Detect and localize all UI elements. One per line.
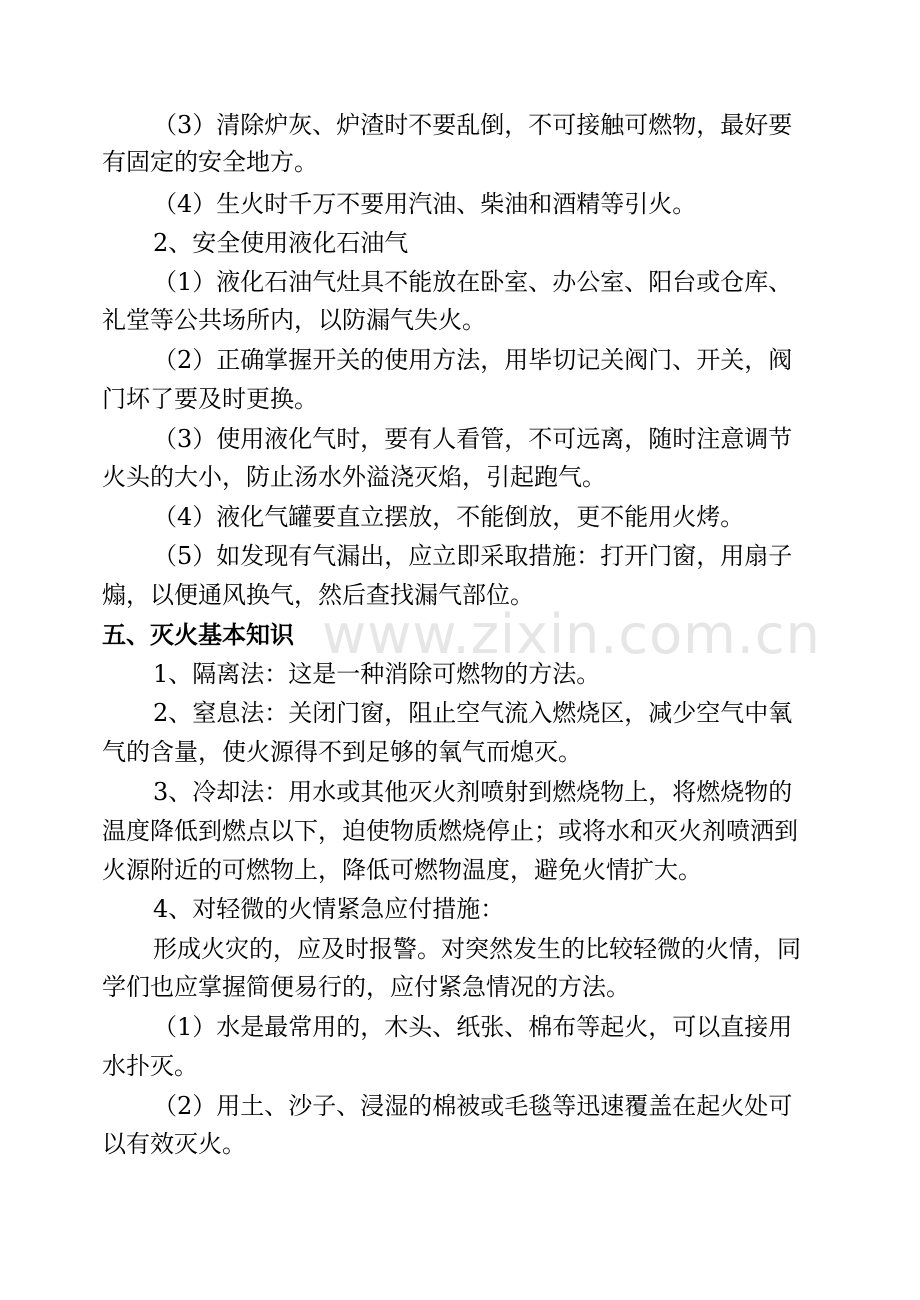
paragraph-line: 形成火灾的，应及时报警。对突然发生的比较轻微的火情，同 [153, 935, 801, 963]
paragraph-line: 气的含量，使火源得不到足够的氧气而熄灭。 [102, 738, 582, 766]
paragraph-line: 火头的大小，防止汤水外溢浇灭焰，引起跑气。 [102, 463, 606, 491]
paragraph-line: （3）使用液化气时，要有人看管，不可远离，随时注意调节 [153, 425, 793, 453]
paragraph-line: 4、对轻微的火情紧急应付措施： [153, 895, 505, 923]
paragraph-line: 2、安全使用液化石油气 [153, 229, 409, 257]
paragraph-line: （1）液化石油气灶具不能放在卧室、办公室、阳台或仓库、 [153, 268, 793, 296]
paragraph-line: 3、冷却法：用水或其他灭火剂喷射到燃烧物上，将燃烧物的 [153, 778, 793, 806]
paragraph-line: 门坏了要及时更换。 [102, 385, 318, 413]
paragraph-line: 水扑灭。 [102, 1052, 198, 1080]
section-heading: 五、灭火基本知识 [102, 620, 294, 649]
paragraph-line: 有固定的安全地方。 [102, 148, 318, 176]
paragraph-line: 礼堂等公共场所内，以防漏气失火。 [102, 306, 486, 334]
watermark: www.zixin.com.cn [322, 603, 821, 666]
paragraph-line: （2）正确掌握开关的使用方法，用毕切记关阀门、开关，阀 [153, 346, 793, 374]
paragraph-line: （5）如发现有气漏出，应立即采取措施：打开门窗，用扇子 [153, 542, 793, 570]
paragraph-line: （1）水是最常用的，木头、纸张、棉布等起火，可以直接用 [153, 1013, 793, 1041]
paragraph-line: 学们也应掌握简便易行的，应付紧急情况的方法。 [102, 973, 630, 1001]
paragraph-line: 温度降低到燃点以下，迫使物质燃烧停止；或将水和灭火剂喷洒到 [102, 817, 798, 845]
paragraph-line: （4）生火时千万不要用汽油、柴油和酒精等引火。 [153, 190, 697, 218]
paragraph-line: 火源附近的可燃物上，降低可燃物温度，避免火情扩大。 [102, 856, 702, 884]
paragraph-line: （3）清除炉灰、炉渣时不要乱倒，不可接触可燃物，最好要 [153, 111, 793, 139]
paragraph-line: （4）液化气罐要直立摆放，不能倒放，更不能用火烤。 [153, 503, 745, 531]
paragraph-line: 以有效灭火。 [102, 1130, 246, 1158]
paragraph-line: 1、隔离法：这是一种消除可燃物的方法。 [153, 660, 601, 688]
paragraph-line: （2）用土、沙子、浸湿的棉被或毛毯等迅速覆盖在起火处可 [153, 1092, 793, 1120]
paragraph-line: 煽，以便通风换气，然后查找漏气部位。 [102, 581, 534, 609]
paragraph-line: 2、窒息法：关闭门窗，阻止空气流入燃烧区，减少空气中氧 [153, 699, 793, 727]
